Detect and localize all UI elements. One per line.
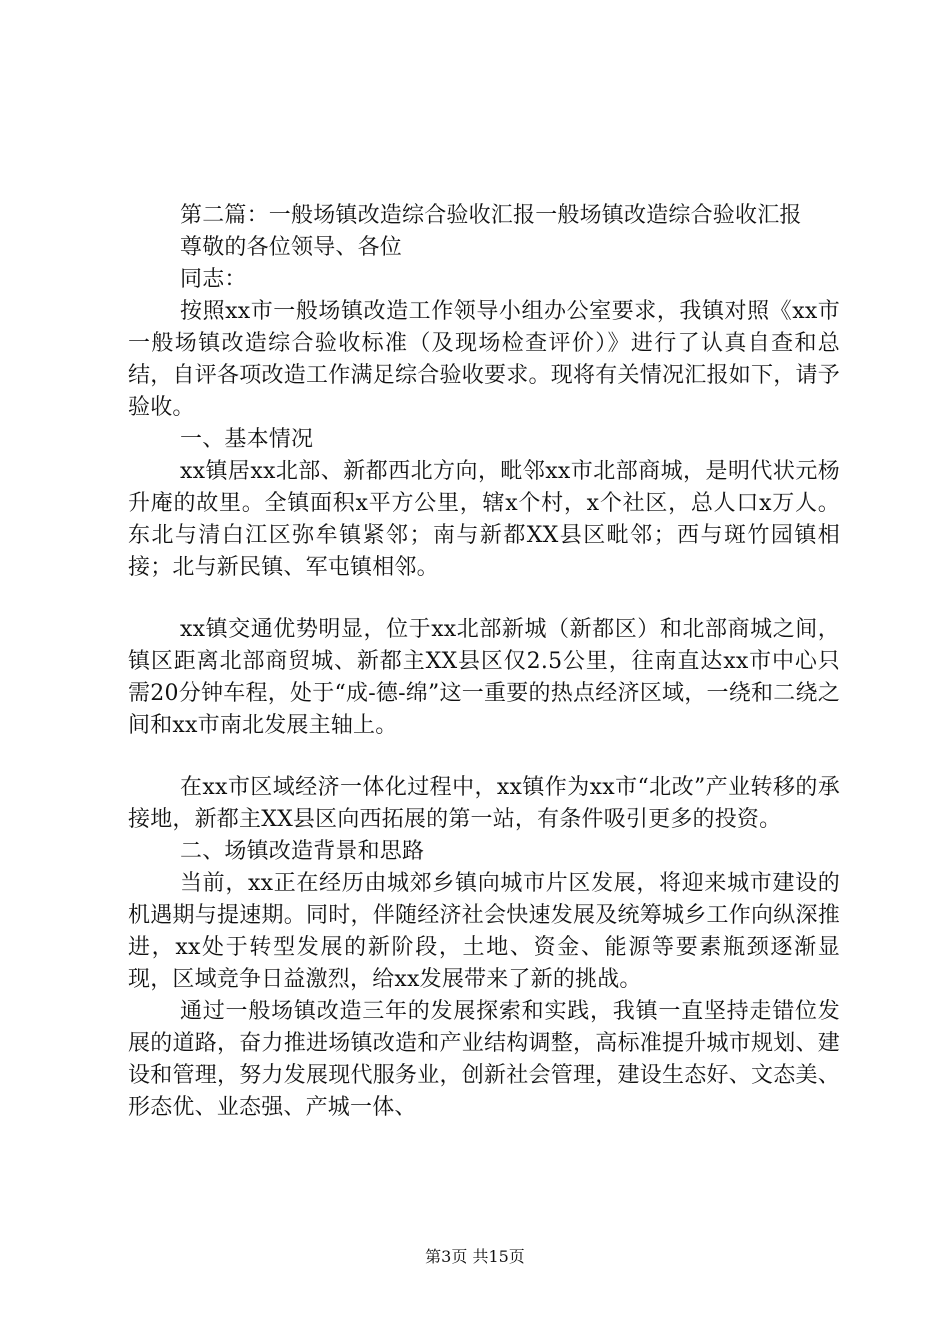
salutation-line-2: 同志： xyxy=(180,267,247,292)
section-heading-background: 二、场镇改造背景和思路 xyxy=(180,839,425,864)
document-title: 第二篇：一般场镇改造综合验收汇报一般场镇改造综合验收汇报 xyxy=(180,203,802,228)
paragraph-location: xx镇居xx北部、新都西北方向，毗邻xx市北部商城，是明代状元杨升庵的故里。全镇面积x平方公里，辖x个村，x个社区，总人口x万人。东北与清白江区弥牟镇紧邻；南与新都XX县区毗邻；西与斑竹园镇相接；北与新民镇、军屯镇相邻。 xyxy=(128,459,840,580)
paragraph-economy: 在xx市区域经济一体化过程中，xx镇作为xx市“北改”产业转移的承接地，新都主XX县区向西拓展的第一站，有条件吸引更多的投资。 xyxy=(128,775,840,832)
page-number-footer: 第3页 共15页 xyxy=(425,1247,525,1266)
paragraph-gap xyxy=(128,584,840,614)
salutation-line-1: 尊敬的各位领导、各位 xyxy=(180,235,403,260)
paragraph-gap xyxy=(128,742,840,772)
intro-paragraph: 按照xx市一般场镇改造工作领导小组办公室要求，我镇对照《xx市一般场镇改造综合验收标准（及现场检查评价）》进行了认真自查和总结，自评各项改造工作满足综合验收要求。现将有关情况汇报如下，请予验收。 xyxy=(128,299,840,420)
section-heading-basic-info: 一、基本情况 xyxy=(180,427,314,452)
paragraph-transport: xx镇交通优势明显，位于xx北部新城（新都区）和北部商城之间，镇区距离北部商贸城、新都主XX县区仅2.5公里，往南直达xx市中心只需20分钟车程，处于“成-德-绵”这一重要的热点经济区域，一绕和二绕之间和xx市南北发展主轴上。 xyxy=(128,617,840,738)
paragraph-current-situation: 当前，xx正在经历由城郊乡镇向城市片区发展，将迎来城市建设的机遇期与提速期。同时，伴随经济社会快速发展及统筹城乡工作向纵深推进，xx处于转型发展的新阶段，土地、资金、能源等要素瓶颈逐渐显现，区域竞争日益激烈，给xx发展带来了新的挑战。 xyxy=(128,871,840,992)
document-body xyxy=(128,200,840,1124)
paragraph-practice: 通过一般场镇改造三年的发展探索和实践，我镇一直坚持走错位发展的道路，奋力推进场镇改造和产业结构调整，高标准提升城市规划、建设和管理，努力发展现代服务业，创新社会管理，建设生态好、文态美、形态优、业态强、产城一体、 xyxy=(128,999,840,1120)
